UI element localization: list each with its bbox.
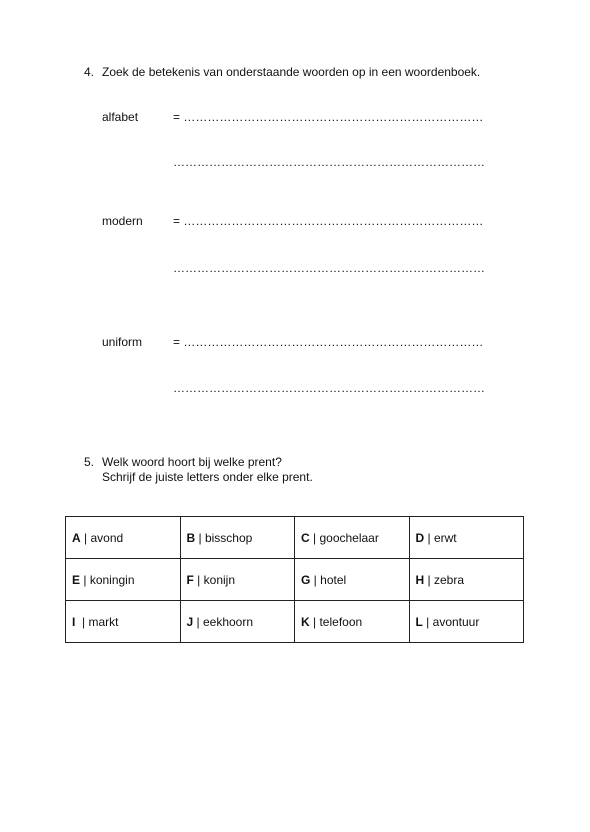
cell-letter: K [301, 614, 310, 629]
word-cell [180, 517, 295, 559]
answer-line-modern-1: = ………………………………………………………………… [173, 214, 484, 228]
table-row [66, 517, 524, 559]
word-cell [180, 559, 295, 601]
question-5-line-2: Schrijf de juiste letters onder elke prent. [102, 470, 313, 484]
cell-word: telefoon [319, 614, 363, 629]
answer-line-alfabet-2: …………………………………………………………………… [173, 155, 485, 169]
cell-separator: | [309, 614, 320, 629]
word-cell [66, 559, 181, 601]
question-4-instruction: Zoek de betekenis van onderstaande woorden op in een woordenboek. [102, 65, 481, 79]
cell-separator: | [80, 572, 90, 587]
cell-word: zebra [433, 572, 464, 587]
word-modern: modern [102, 214, 143, 228]
answer-line-uniform-1: = ………………………………………………………………… [173, 335, 484, 349]
answer-line-uniform-2: …………………………………………………………………… [173, 381, 485, 395]
cell-word: avond [90, 530, 124, 545]
cell-separator: | [193, 614, 203, 629]
cell-separator: | [75, 614, 89, 629]
cell-separator: | [424, 530, 434, 545]
cell-separator: | [195, 530, 205, 545]
table-row [66, 559, 524, 601]
word-cell [66, 517, 181, 559]
answer-line-modern-2: …………………………………………………………………… [173, 261, 485, 275]
cell-letter: E [72, 572, 81, 587]
cell-word: avontuur [432, 614, 480, 629]
cell-separator: | [309, 530, 320, 545]
cell-letter: H [415, 572, 425, 587]
word-cell [66, 601, 181, 643]
cell-letter: A [72, 530, 81, 545]
cell-word: goochelaar [319, 530, 379, 545]
word-cell [409, 601, 524, 643]
cell-word: markt [88, 614, 119, 629]
cell-word: hotel [320, 572, 347, 587]
cell-word: bisschop [204, 530, 253, 545]
cell-letter: F [186, 572, 194, 587]
cell-letter: J [186, 614, 194, 629]
cell-separator: | [424, 572, 434, 587]
cell-letter: L [415, 614, 423, 629]
cell-word: eekhoorn [202, 614, 254, 629]
cell-letter: G [301, 572, 311, 587]
question-5-line-1: Welk woord hoort bij welke prent? [102, 455, 282, 469]
cell-separator: | [310, 572, 321, 587]
cell-letter: C [301, 530, 310, 545]
cell-separator: | [193, 572, 204, 587]
cell-word: konijn [203, 572, 235, 587]
cell-letter: I [72, 614, 76, 629]
word-cell [180, 601, 295, 643]
word-cell [295, 559, 410, 601]
word-cell [295, 601, 410, 643]
cell-separator: | [80, 530, 91, 545]
word-uniform: uniform [102, 335, 143, 349]
cell-letter: D [415, 530, 425, 545]
answer-line-alfabet-1: = ………………………………………………………………… [173, 110, 484, 124]
question-5-number: 5. [84, 455, 95, 469]
word-alfabet: alfabet [102, 110, 139, 124]
word-table [65, 516, 524, 643]
word-cell [409, 559, 524, 601]
cell-word: koningin [89, 572, 135, 587]
table-row [66, 601, 524, 643]
cell-separator: | [422, 614, 433, 629]
cell-letter: B [186, 530, 196, 545]
cell-word: erwt [433, 530, 457, 545]
question-4-number: 4. [84, 65, 95, 79]
word-cell [409, 517, 524, 559]
word-cell [295, 517, 410, 559]
